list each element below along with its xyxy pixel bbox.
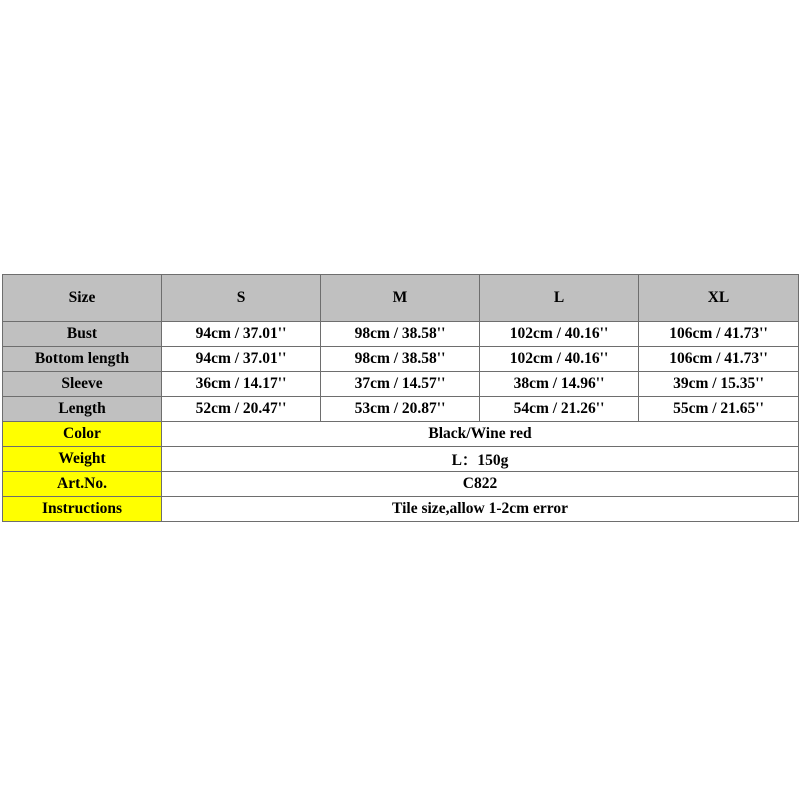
table-cell: 37cm / 14.57'' <box>321 372 480 397</box>
row-label-length: Length <box>3 397 162 422</box>
size-chart-table <box>2 274 799 522</box>
table-row-bust <box>3 322 799 347</box>
header-cell-xl: XL <box>639 275 799 322</box>
row-label-sleeve: Sleeve <box>3 372 162 397</box>
table-row-art-no <box>3 472 799 497</box>
table-cell: 36cm / 14.17'' <box>162 372 321 397</box>
table-row-sleeve <box>3 372 799 397</box>
header-row <box>3 275 799 322</box>
table-cell: 52cm / 20.47'' <box>162 397 321 422</box>
weight-value: L：150g <box>162 447 799 472</box>
table-cell: 94cm / 37.01'' <box>162 322 321 347</box>
row-label-color: Color <box>3 422 162 447</box>
row-label-art-no: Art.No. <box>3 472 162 497</box>
table-cell: 102cm / 40.16'' <box>480 347 639 372</box>
row-label-bottom-length: Bottom length <box>3 347 162 372</box>
table-cell: 106cm / 41.73'' <box>639 347 799 372</box>
instructions-value: Tile size,allow 1-2cm error <box>162 497 799 522</box>
art-no-value: C822 <box>162 472 799 497</box>
header-cell-m: M <box>321 275 480 322</box>
table-cell: 98cm / 38.58'' <box>321 322 480 347</box>
header-cell-s: S <box>162 275 321 322</box>
table-row-weight <box>3 447 799 472</box>
table-cell: 102cm / 40.16'' <box>480 322 639 347</box>
table-row-bottom-length <box>3 347 799 372</box>
row-label-weight: Weight <box>3 447 162 472</box>
table-cell: 39cm / 15.35'' <box>639 372 799 397</box>
row-label-instructions: Instructions <box>3 497 162 522</box>
color-value: Black/Wine red <box>162 422 799 447</box>
table-cell: 98cm / 38.58'' <box>321 347 480 372</box>
row-label-bust: Bust <box>3 322 162 347</box>
table-cell: 54cm / 21.26'' <box>480 397 639 422</box>
header-cell-l: L <box>480 275 639 322</box>
header-cell-size: Size <box>3 275 162 322</box>
table-row-color <box>3 422 799 447</box>
table-cell: 94cm / 37.01'' <box>162 347 321 372</box>
table-cell: 53cm / 20.87'' <box>321 397 480 422</box>
table-cell: 38cm / 14.96'' <box>480 372 639 397</box>
table-cell: 106cm / 41.73'' <box>639 322 799 347</box>
table-cell: 55cm / 21.65'' <box>639 397 799 422</box>
table-row-instructions <box>3 497 799 522</box>
table-row-length <box>3 397 799 422</box>
